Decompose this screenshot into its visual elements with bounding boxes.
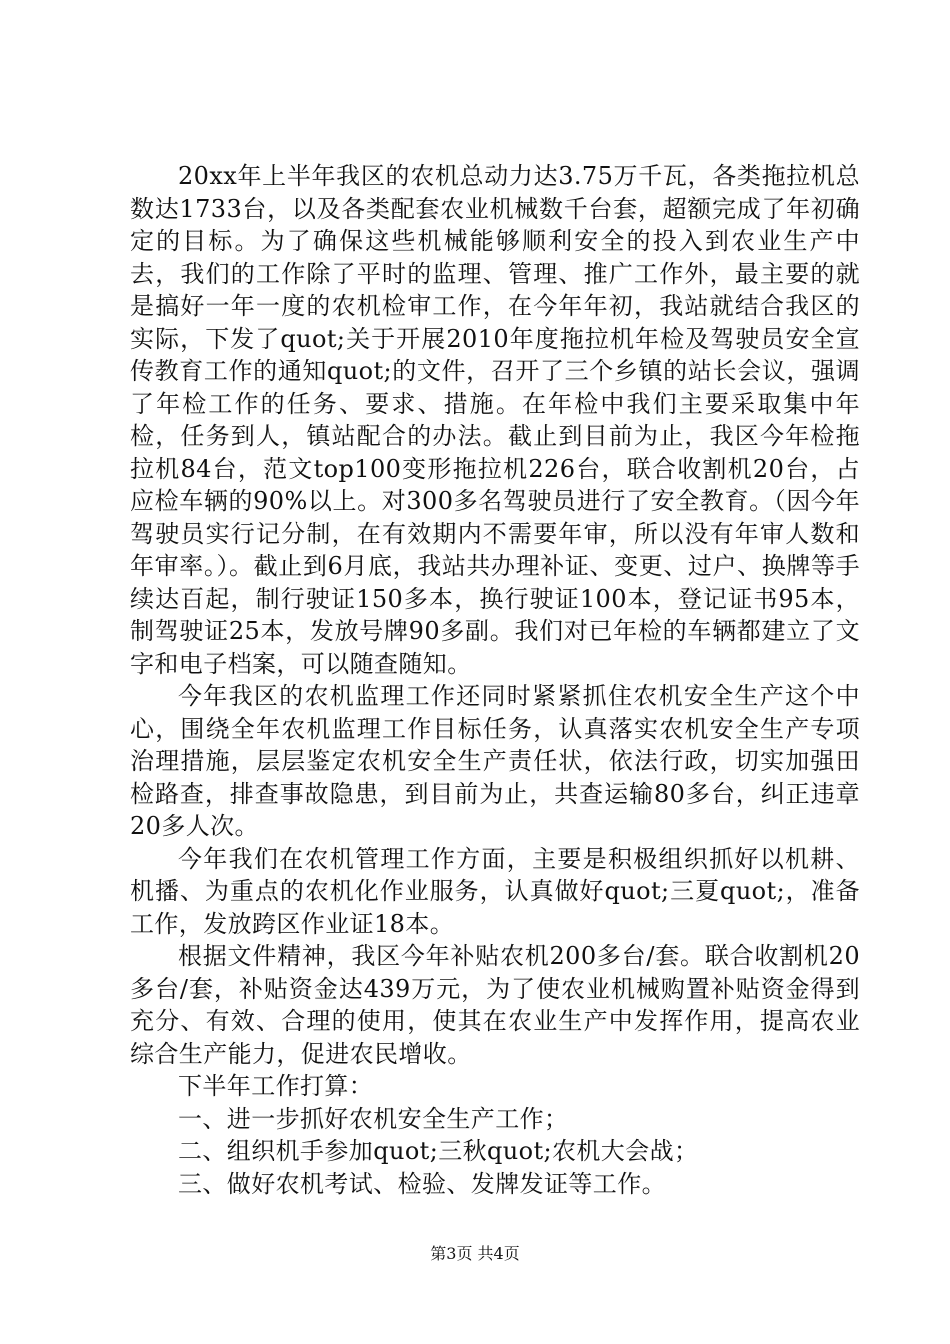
paragraph-farm-machinery-inspection: 20xx年上半年我区的农机总动力达3.75万千瓦，各类拖拉机总数达1733台，以及各类配套农业机械数千台套，超额完成了年初确定的目标。为了确保这些机械能够顺利安全的投入到农业生产中去，我们的工作除了平时的监理、管理、推广工作外，最主要的就是搞好一年一度的农机检审工作，在今年年初，我站就结合我区的实际，下发了quot;关于开展2010年度拖拉机年检及驾驶员安全宣传教育工作的通知quot;的文件，召开了三个乡镇的站长会议，强调了年检工作的任务、要求、措施。在年检中我们主要采取集中年检，任务到人，镇站配合的办法。截止到目前为止，我区今年检拖拉机84台，范文top100变形拖拉机226台，联合收割机20台，占应检车辆的90%以上。对300多名驾驶员进行了安全教育。（因今年驾驶员实行记分制，在有效期内不需要年审，所以没有年审人数和年审率。）。截止到6月底，我站共办理补证、变更、过户、换牌等手续达百起，制行驶证150多本，换行驶证100本，登记证书95本，制驾驶证25本，发放号牌90多副。我们对已年检的车辆都建立了文字和电子档案，可以随查随知。 (130, 162, 860, 678)
paragraph-safety-supervision: 今年我区的农机监理工作还同时紧紧抓住农机安全生产这个中心，围绕全年农机监理工作目标任务，认真落实农机安全生产专项治理措施，层层鉴定农机安全生产责任状，依法行政，切实加强田检路查，排查事故隐患，到目前为止，共查运输80多台，纠正违章20多人次。 (130, 682, 860, 840)
plan-item-2: 二、组织机手参加quot;三秋quot;农机大会战； (178, 1137, 699, 1165)
page-number-footer: 第3页 共4页 (430, 1244, 520, 1263)
document-body (130, 160, 860, 1200)
paragraph-subsidy: 根据文件精神，我区今年补贴农机200多台/套。联合收割机20多台/套，补贴资金达439万元，为了使农业机械购置补贴资金得到充分、有效、合理的使用，使其在农业生产中发挥作用，提高农业综合生产能力，促进农民增收。 (130, 942, 860, 1068)
plan-item-1: 一、进一步抓好农机安全生产工作； (178, 1104, 569, 1133)
plan-item-3: 三、做好农机考试、检验、发牌发证等工作。 (178, 1169, 666, 1198)
paragraph-second-half-plan-heading: 下半年工作打算： (178, 1072, 374, 1100)
paragraph-machinery-management: 今年我们在农机管理工作方面，主要是积极组织抓好以机耕、机播、为重点的农机化作业服务，认真做好quot;三夏quot;，准备工作，发放跨区作业证18本。 (130, 844, 860, 938)
